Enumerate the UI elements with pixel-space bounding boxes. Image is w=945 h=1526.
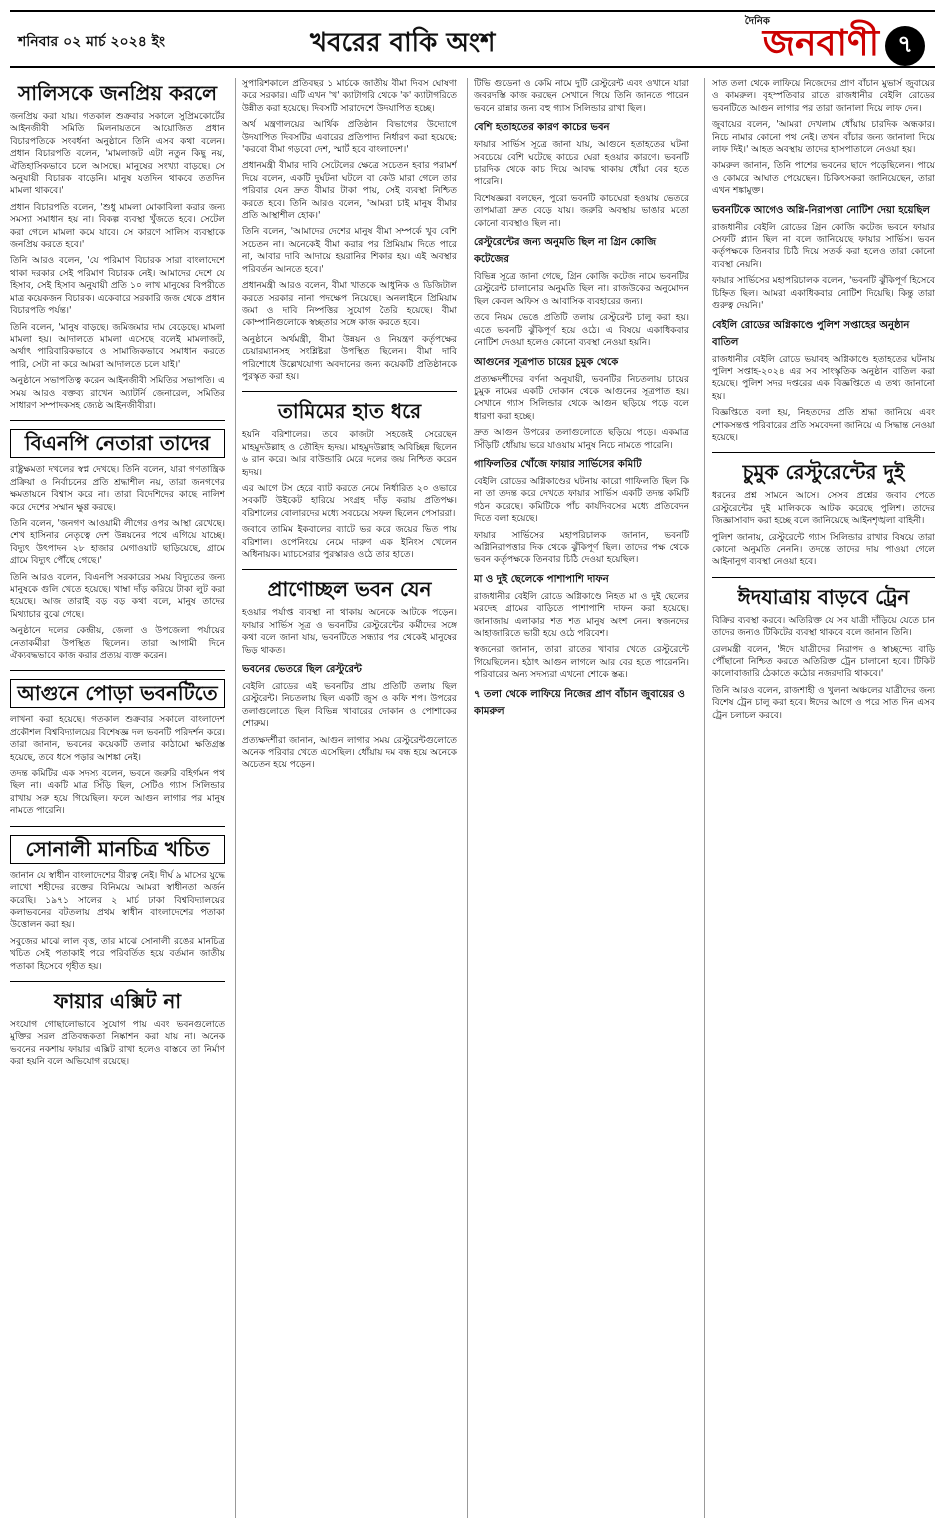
article-paragraph: তিনি বলেন, 'মানুষ বাড়ছে। জমিজমার দাম বেড়েছে। মামলা মামলা হয়। আদালতে মামলা এসেছে বলেই মামলাজট, অর্থাৎ পারিবারিকভাবে ও সামাজিকভাবে সমাধান করতে পারি, সেটা না করে আমরা আদালতে চলে যাই।'	[10, 322, 225, 370]
article-paragraph: পুলিশ জানায়, রেস্টুরেন্টে গ্যাস সিলিন্ডার রাখার বিষয়ে তারা কোনো অনুমতি নেননি। তদন্তে তাদের দায় পাওয়া গেলে আইনানুগ ব্যবস্থা নেওয়া হবে।	[712, 532, 935, 568]
article-paragraph: অনুষ্ঠানে সভাপতিত্ব করেন আইনজীবী সমিতির সভাপতি। এ সময় আরও বক্তব্য রাখেন অ্যাটর্নি জেনারেল, সমিতির সাধারণ সম্পাদকসহ জ্যেষ্ঠ আইনজীবীরা।	[10, 376, 225, 411]
logo-text: জনবাণী	[762, 22, 879, 64]
newspaper-logo	[745, 16, 925, 76]
article-paragraph: সবুজের মাঝে লাল বৃত্ত, তার মাঝে সোনালী রঙের মানচিত্র খচিত সেই পতাকাই পরে পরিবর্তিত হয়ে বর্তমান জাতীয় পতাকা হিসেবে গৃহীত হয়।	[10, 936, 225, 972]
article-headline: ঈদযাত্রায় বাড়বে ট্রেন	[737, 584, 910, 609]
article-paragraph: তদন্ত কমিটির এক সদস্য বলেন, ভবনে জরুরি বহির্গমন পথ ছিল না। একটি মাত্র সিঁড়ি ছিল, সেটিও গ্যাস সিলিন্ডার রাখায় সরু হয়ে গিয়েছিল। ফলে আগুন লাগার পর মানুষ নামতে পারেনি।	[10, 769, 225, 817]
article-paragraph: তিনি আরও বলেন, বিএনপি সরকারের সময় বিদ্যুতের জন্য মানুষকে গুলি খেতে হয়েছে। খাম্বা দাঁড় করিয়ে টাকা লুট করা হয়েছে। আজ তারাই বড় বড় কথা বলে, মানুষ তাদের মিথ্যাচার বুঝে গেছে।	[10, 572, 225, 620]
article-paragraph: স্বজনেরা জানান, তারা রাতের খাবার খেতে রেস্টুরেন্টে গিয়েছিলেন। হঠাৎ আগুন লাগলে আর বের হতে পারেননি। পরিবারের অন্য সদস্যরা এখনো শোকে স্তব্ধ।	[474, 645, 689, 681]
article-paragraph: বিভিন্ন সূত্রে জানা গেছে, গ্রিন কোজি কটেজ নামে ভবনটির রেস্টুরেন্ট চালানোর অনুমতি ছিল না। রাজউকের অনুমোদন ছিল কেবল অফিস ও আবাসিক ব্যবহারের জন্য।	[474, 272, 689, 307]
article-headline: তামিমের হাত ধরে	[277, 399, 422, 424]
column-divider	[235, 78, 236, 1518]
article-paragraph: ধরনের প্রশ্ন সামনে আসে। সেসব প্রশ্নের জবাব পেতে রেস্টুরেন্টের দুই মালিককে আটক করেছে পুলিশ। তাদের জিজ্ঞাসাবাদ করা হচ্ছে বলে জানিয়েছে আইনশৃঙ্খলা বাহিনী।	[712, 491, 935, 527]
masthead	[10, 10, 935, 68]
issue-date: শনিবার ০২ মার্চ ২০২৪ ইং	[18, 34, 165, 50]
article-paragraph: লাখনা করা হয়েছে। গতকাল শুক্রবার সকালে বাংলাদেশ প্রকৌশল বিশ্ববিদ্যালয়ের বিশেষজ্ঞ দল ভবনটি পরিদর্শন করে। তারা জানান, ভবনের কয়েকটি তলার কাঠামো ক্ষতিগ্রস্ত হয়েছে, তবে ধসে পড়ার আশঙ্কা নেই।	[10, 715, 225, 763]
section-title: খবরের বাকি অংশ	[310, 28, 496, 58]
article-divider	[712, 452, 935, 453]
article-subheading: ভবনটিকে আগেও অগ্নি-নিরাপত্তা নোটিশ দেয়া হয়েছিল	[712, 204, 930, 216]
article-paragraph: জুবায়ের বলেন, 'আমরা দেখলাম ধোঁয়ায় চারদিক অন্ধকার। নিচে নামার কোনো পথ নেই। তখন বাঁচার জন্য জানালা দিয়ে লাফ দিই।' আহত অবস্থায় তাদের হাসপাতালে নেওয়া হয়।	[712, 120, 935, 156]
article-subheading: বেইলি রোডের অগ্নিকাণ্ডে পুলিশ সপ্তাহের অনুষ্ঠান বাতিল	[712, 319, 910, 348]
article-paragraph: জনপ্রিয় করা যায়। গতকাল শুক্রবার সকালে সুপ্রিমকোর্টের আইনজীবী সমিতি মিলনায়তনে আয়োজিত প্রধান বিচারপতিকে সংবর্ধনা অনুষ্ঠানে তিনি এসব কথা বলেন। প্রধান বিচারপতি বলেন, 'মামলাজট এটা নতুন কিছু নয়, ঐতিহাসিকভাবে চলে আসছে। মানুষের সংখ্যা বাড়ছে। সে অনুযায়ী বিচারক বাড়েনি। মানুষ যতদিন থাকবে ততদিন মামলা থাকবে।'	[10, 112, 225, 197]
article-paragraph: কামরুল জানান, তিনি পাশের ভবনের ছাদে পড়েছিলেন। পায়ে ও কোমরে আঘাত পেয়েছেন। চিকিৎসকরা জানিয়েছেন, তারা এখন শঙ্কামুক্ত।	[712, 161, 935, 197]
article-paragraph: বেইলি রোডের এই ভবনটির প্রায় প্রতিটি তলায় ছিল রেস্টুরেন্ট। নিচতলায় ছিল একটি জুস ও কফি শপ। উপরের তলাগুলোতে ছিল বিভিন্ন খাবারের দোকান ও পোশাকের শোরুম।	[242, 682, 457, 730]
article-headline: আগুনে পোড়া ভবনটিতে	[10, 679, 225, 708]
article-headline: সোনালী মানচিত্র খচিত	[10, 835, 225, 864]
article-divider	[10, 981, 225, 982]
article-paragraph: রাজধানীর বেইলি রোডের গ্রিন কোজি কটেজ ভবনে ফায়ার সেফটি প্ল্যান ছিল না বলে জানিয়েছে ফায়ার সার্ভিস। ভবন কর্তৃপক্ষকে তিনবার চিঠি দিয়ে সতর্ক করা হলেও তারা কোনো ব্যবস্থা নেয়নি।	[712, 222, 935, 270]
article-paragraph: অনুষ্ঠানে দলের কেন্দ্রীয়, জেলা ও উপজেলা পর্যায়ের নেতাকর্মীরা উপস্থিত ছিলেন। তারা আগামী দিনে ঐক্যবদ্ধভাবে কাজ করার প্রত্যয় ব্যক্ত করেন।	[10, 626, 225, 662]
article-paragraph: হয়নি বরিশালের। তবে কাজটা সহজেই সেরেছেন মাহমুদউল্লাহ ও তৌহিদ হৃদয়। মাহমুদউল্লাহ অবিচ্ছিন্ন ছিলেন ৬ রান করে। আর বাউন্ডারি মেরে দলের জয় নিশ্চিত করেন হৃদয়।	[242, 430, 457, 478]
article-subheading: রেস্টুরেন্টের জন্য অনুমতি ছিল না গ্রিন কোজি কটেজের	[474, 237, 657, 266]
article-paragraph: প্রত্যক্ষদর্শীদের বর্ণনা অনুযায়ী, ভবনটির নিচতলায় চায়ের চুমুক নামের একটি দোকান থেকে আগুনের সূত্রপাত হয়। সেখানে গ্যাস সিলিন্ডার থেকে আগুন ছড়িয়ে পড়ে বলে ধারণা করা হচ্ছে।	[474, 374, 689, 422]
article-divider	[10, 826, 225, 827]
article-paragraph: রেলমন্ত্রী বলেন, 'ঈদে যাত্রীদের নিরাপদ ও স্বাচ্ছন্দ্যে বাড়ি পৌঁছানো নিশ্চিত করতে অতিরিক্ত ট্রেন চালানো হবে। টিকিট কালোবাজারি ঠেকাতে কঠোর নজরদারি থাকবে।'	[712, 644, 935, 680]
column-1	[10, 78, 225, 1518]
column-divider	[467, 78, 468, 1518]
article-headline: ফায়ার এক্সিট না	[53, 988, 182, 1013]
article-paragraph: ফায়ার সার্ভিস সূত্রে জানা যায়, আগুনে হতাহতের ঘটনা সবচেয়ে বেশি ঘটেছে কাচের ঘেরা হওয়ার কারণে। ভবনটি চারদিক থেকে কাচ দিয়ে আবদ্ধ থাকায় ধোঁয়া বের হতে পারেনি।	[474, 140, 689, 188]
article-divider	[712, 577, 935, 578]
article-paragraph: প্রধানমন্ত্রী আরও বলেন, বীমা খাতকে আধুনিক ও ডিজিটাল করতে সরকার নানা পদক্ষেপ নিয়েছে। অনলাইনে প্রিমিয়াম জমা ও দাবি নিষ্পত্তির সুযোগ তৈরি হয়েছে। বীমা কোম্পানিগুলোকে স্বচ্ছতার সঙ্গে কাজ করতে হবে।	[242, 281, 457, 329]
article-paragraph: বেইলি রোডের অগ্নিকাণ্ডের ঘটনায় কারো গাফিলতি ছিল কি না তা তদন্ত করে দেখতে ফায়ার সার্ভিস একটি তদন্ত কমিটি গঠন করেছে। কমিটিকে পাঁচ কার্যদিবসের মধ্যে প্রতিবেদন দিতে বলা হয়েছে।	[474, 476, 689, 525]
article-paragraph: বিজ্ঞপ্তিতে বলা হয়, নিহতদের প্রতি শ্রদ্ধা জানিয়ে এবং শোকসন্তপ্ত পরিবারের প্রতি সমবেদনা জানিয়ে এ সিদ্ধান্ত নেওয়া হয়েছে।	[712, 408, 935, 443]
article-paragraph: তিনি আরও বলেন, রাজশাহী ও খুলনা অঞ্চলের যাত্রীদের জন্য বিশেষ ট্রেন চালু করা হবে। ঈদের আগে ও পরে সাত দিন এসব ট্রেন চলাচল করবে।	[712, 685, 935, 721]
column-3	[474, 78, 689, 1518]
article-paragraph: এর আগে টস হেরে ব্যাট করতে নেমে নির্ধারিত ২০ ওভারে সবকটি উইকেট হারিয়ে সংগ্রহ দাঁড় করায় প্রতিপক্ষ। বরিশালের বোলারদের মধ্যে সবচেয়ে সফল ছিলেন পেসাররা।	[242, 483, 457, 519]
article-paragraph: তিনি বলেন, 'আমাদের দেশের মানুষ বীমা সম্পর্কে খুব বেশি সচেতন না। অনেকেই বীমা করার পর প্রিমিয়াম দিতে পারে না, আবার দাবি আদায়ে হয়রানির শিকার হয়। এই অবস্থার পরিবর্তন আনতে হবে।'	[242, 227, 457, 275]
article-paragraph: অর্থ মন্ত্রণালয়ের আর্থিক প্রতিষ্ঠান বিভাগের উদ্যোগে উদযাপিত দিবসটির এবারের প্রতিপাদ্য নির্ধারণ করা হয়েছে: 'করবো বীমা গড়বো দেশ, স্মার্ট হবে বাংলাদেশ।'	[242, 120, 457, 156]
article-headline: বিএনপি নেতারা তাদের	[10, 429, 225, 458]
article-subheading: আগুনের সূত্রপাত চায়ের চুমুক থেকে	[474, 356, 619, 368]
article-paragraph: দ্রুত আগুন উপরের তলাগুলোতে ছড়িয়ে পড়ে। একমাত্র সিঁড়িটি ধোঁয়ায় ভরে যাওয়ায় মানুষ নিচে নামতে পারেনি।	[474, 428, 689, 451]
article-paragraph: প্রত্যক্ষদর্শীরা জানান, আগুন লাগার সময় রেস্টুরেন্টগুলোতে অনেক পরিবার খেতে এসেছিল। ধোঁয়ায় দম বন্ধ হয়ে অনেকে অচেতন হয়ে পড়েন।	[242, 735, 457, 771]
article-divider	[10, 670, 225, 671]
article-divider	[10, 420, 225, 421]
article-divider	[242, 569, 457, 570]
article-paragraph: অনুষ্ঠানে অর্থমন্ত্রী, বীমা উন্নয়ন ও নিয়ন্ত্রণ কর্তৃপক্ষের চেয়ারম্যানসহ সংশ্লিষ্টরা উপস্থিত ছিলেন। বীমা দাবি পরিশোধে উল্লেখযোগ্য অবদানের জন্য কয়েকটি প্রতিষ্ঠানকে পুরস্কৃত করা হয়।	[242, 334, 457, 382]
article-paragraph: টিভি গুডেনা ও কেমি নামে দুটি রেস্টুরেন্ট এবং ওখানে যারা জবরদস্তি কাজ করছেন সেখানে গিয়ে তিনি জানতে পারেন ভবনে রান্নার জন্য বহু গ্যাস সিলিন্ডার রাখা ছিল।	[474, 79, 689, 114]
article-headline: চুমুক রেস্টুরেন্টের দুই	[742, 460, 905, 485]
article-headline: প্রাণোচ্ছল ভবন যেন	[267, 577, 432, 602]
article-paragraph: প্রধান বিচারপতি বলেন, 'শুধু মামলা মোকাবিলা করার জন্য সমস্যা সমাধান হয় না। বিকল্প ব্যবস্থা খুঁজতে হবে। সেটেল করা গেলে মামলা কমে যাবে। সে কারণে সালিস ব্যবস্থাকে জনপ্রিয় করতে হবে।'	[10, 202, 225, 251]
article-divider	[242, 391, 457, 392]
article-paragraph: রাজধানীর বেইলি রোডে অগ্নিকাণ্ডে নিহত মা ও দুই ছেলের মরদেহ গ্রামের বাড়িতে পাশাপাশি দাফন করা হয়েছে। জানাজায় এলাকার শত শত মানুষ অংশ নেন। স্বজনদের আহাজারিতে ভারী হয়ে ওঠে পরিবেশ।	[474, 591, 689, 639]
article-paragraph: জানান যে স্বাধীন বাংলাদেশের বীরত্ব নেই। দীর্ঘ ৯ মাসের যুদ্ধে লাখো শহীদের রক্তের বিনিময়ে আমরা স্বাধীনতা অর্জন করেছি। ১৯৭১ সালের ২ মার্চ ঢাকা বিশ্ববিদ্যালয়ের কলাভবনের বটতলায় প্রথম স্বাধীন বাংলাদেশের পতাকা উত্তোলন করা হয়।	[10, 870, 225, 931]
article-paragraph: সুপারিশকালে প্রতিবছর ১ মার্চকে জাতীয় বীমা দিবস ঘোষণা করে সরকার। এটি এখন 'খ' ক্যাটাগরি থেকে 'ক' ক্যাটাগরিতে উন্নীত করা হয়েছে। দিবসটি সারাদেশে উদযাপিত হচ্ছে।	[242, 79, 457, 114]
article-paragraph: ফায়ার সার্ভিসের মহাপরিচালক জানান, ভবনটি অগ্নিনিরাপত্তার দিক থেকে ঝুঁকিপূর্ণ ছিল। তাদের পক্ষ থেকে ভবন কর্তৃপক্ষকে তিনবার চিঠি দেওয়া হয়েছিল।	[474, 530, 689, 566]
article-subheading: মা ও দুই ছেলেকে পাশাপাশি দাফন	[474, 573, 609, 585]
column-4	[712, 78, 935, 1518]
article-paragraph: হওয়ার পর্যাপ্ত ব্যবস্থা না থাকায় অনেকে আটকে পড়েন। ফায়ার সার্ভিস সূত্র ও ভবনটির রেস্টুরেন্টের কর্মীদের সঙ্গে কথা বলে জানা যায়, ভবনটিতে সন্ধ্যার পর থেকেই মানুষের ভিড় থাকত।	[242, 608, 457, 656]
article-paragraph: বিশেষজ্ঞরা বলছেন, পুরো ভবনটি কাচঘেরা হওয়ায় ভেতরে তাপমাত্রা দ্রুত বেড়ে যায়। জরুরি অবস্থায় ভাঙার মতো কোনো ব্যবস্থাও ছিল না।	[474, 193, 689, 229]
article-paragraph: ফায়ার সার্ভিসের মহাপরিচালক বলেন, 'ভবনটি ঝুঁকিপূর্ণ হিসেবে চিহ্নিত ছিল। আমরা একাধিকবার নোটিশ দিয়েছি। কিন্তু তারা গুরুত্ব দেয়নি।'	[712, 276, 935, 312]
article-paragraph: সাত তলা থেকে লাফিয়ে নিজেদের প্রাণ বাঁচান মুভার্স জুবায়ের ও কামরুল। বৃহস্পতিবার রাতে রাজধানীর বেইলি রোডের ভবনটিতে আগুন লাগার পর তারা জানালা দিয়ে লাফ দেন।	[712, 79, 935, 114]
article-paragraph: রাষ্ট্রক্ষমতা দখলের স্বপ্ন দেখছে। তিনি বলেন, যারা গণতান্ত্রিক প্রক্রিয়া ও নির্বাচনের প্রতি শ্রদ্ধাশীল নয়, তারা জনগণের ক্ষমতায়নে বিশ্বাস করে না। তারা বিদেশিদের কাছে নালিশ করে দেশের সম্মান ক্ষুণ্ণ করছে।	[10, 465, 225, 513]
article-subheading: গাফিলতির খোঁজে ফায়ার সার্ভিসের কমিটি	[474, 458, 642, 470]
article-subheading: বেশি হতাহতের কারণ কাচের ভবন	[474, 122, 610, 134]
article-paragraph: রাজধানীর বেইলি রোডে ভয়াবহ অগ্নিকাণ্ডে হতাহতের ঘটনায় পুলিশ সপ্তাহ-২০২৪ এর সব সাংস্কৃতিক অনুষ্ঠান বাতিল করা হয়েছে। পুলিশ সদর দপ্তরের এক বিজ্ঞপ্তিতে এ তথ্য জানানো হয়।	[712, 354, 935, 402]
article-subheading: ভবনের ভেতরে ছিল রেস্টুরেন্ট	[242, 664, 362, 676]
article-paragraph: জবাবে তামিম ইকবালের ব্যাটে ভর করে জয়ের ভিত পায় বরিশাল। ওপেনিংয়ে নেমে দারুণ এক ইনিংস খেলেন অধিনায়ক। ম্যাচসেরার পুরস্কারও ওঠে তার হাতে।	[242, 525, 457, 560]
article-paragraph: তবে নিয়ম ভেঙে প্রতিটি তলায় রেস্টুরেন্ট চালু করা হয়। এতে ভবনটি ঝুঁকিপূর্ণ হয়ে ওঠে। এ বিষয়ে একাধিকবার নোটিশ দেওয়া হলেও কোনো ব্যবস্থা নেওয়া হয়নি।	[474, 313, 689, 349]
article-paragraph: তিনি আরও বলেন, 'যে পরিমাণ বিচারক সারা বাংলাদেশে থাকা দরকার সেই পরিমাণ বিচারক নেই। আমাদের দেশে যে হিসাব, সেই হিসাব অনুযায়ী প্রতি ১০ লাখ মানুষের বিপরীতে মাত্র কয়েকজন বিচারক। একেবারে সরকারি জজ থেকে প্রধান বিচারপতি পর্যন্ত।'	[10, 256, 225, 317]
article-paragraph: সংযোগ গোছালোভাবে সুযোগ পায় এবং ভবনগুলোতে মুক্তির সরল প্রতিবন্ধকতা নিষ্কাশন করা যায় না। অনেক ভবনের নকশায় ফায়ার এক্সিট রাখা হলেও বাস্তবে তা নির্মাণ করা হয়নি বলে অভিযোগ রয়েছে।	[10, 1019, 225, 1068]
logo-prefix: দৈনিক	[744, 16, 770, 27]
article-paragraph: প্রধানমন্ত্রী বীমার দাবি সেটেলের ক্ষেত্রে সচেতন হবার পরামর্শ দিয়ে বলেন, একটি দুর্ঘটনা ঘটলে বা কেউ মারা গেলে তার পরিবার যেন দ্রুত বীমার টাকা পায়, সেই ব্যবস্থা নিশ্চিত করতে হবে। তিনি আরও বলেন, 'আমরা চাই মানুষ বীমার প্রতি আস্থাশীল হোক।'	[242, 161, 457, 222]
article-subheading: ৭ তলা থেকে লাফিয়ে নিজের প্রাণ বাঁচান জুবায়ের ও কামরুল	[474, 688, 685, 717]
article-headline: সালিসকে জনপ্রিয় করলে	[18, 81, 217, 105]
article-paragraph: তিনি বলেন, 'জনগণ আওয়ামী লীগের ওপর আস্থা রেখেছে। শেখ হাসিনার নেতৃত্বে দেশ উন্নয়নের পথে এগিয়ে যাচ্ছে। বিদ্যুৎ উৎপাদন ২৮ হাজার মেগাওয়াট ছাড়িয়েছে, গ্রামে গ্রামে বিদ্যুৎ পৌঁছে গেছে।'	[10, 518, 225, 567]
column-2	[242, 78, 457, 1518]
page-number-badge: ৭	[885, 26, 925, 66]
column-divider	[704, 78, 705, 1518]
article-paragraph: বিক্রির ব্যবস্থা করবে। অতিরিক্ত যে সব যাত্রী দাঁড়িয়ে যেতে চান তাদের জন্যও টিকিটের ব্যবস্থা থাকবে বলে জানান তিনি।	[712, 615, 935, 639]
